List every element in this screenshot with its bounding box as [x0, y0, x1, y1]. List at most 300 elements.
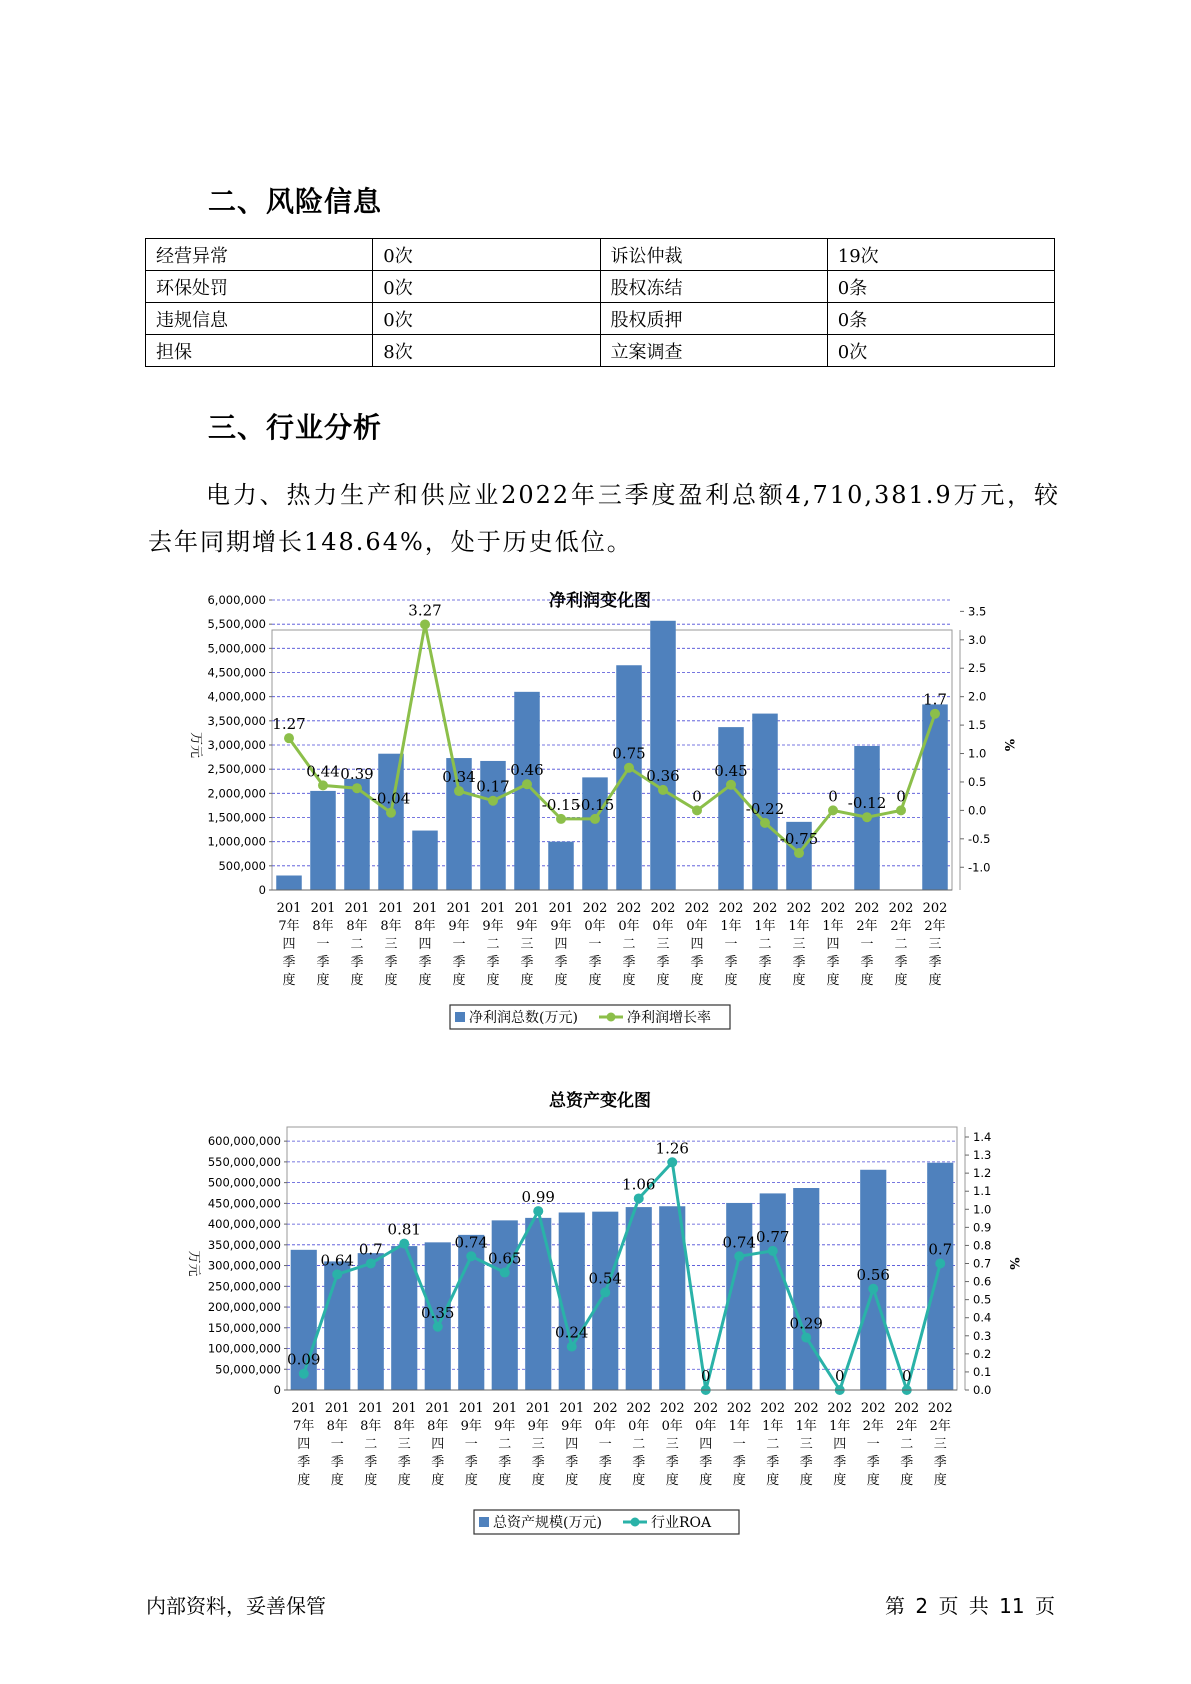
left-axis-tick-label: 500,000 — [218, 858, 266, 873]
line-point — [299, 1369, 309, 1379]
data-label: 0 — [692, 787, 702, 806]
x-tick-label: 季 — [520, 955, 534, 970]
x-tick-label: 一 — [732, 1437, 746, 1452]
bar — [276, 876, 302, 891]
data-label: 0.09 — [287, 1350, 321, 1369]
x-tick-label: 8年 — [360, 1419, 382, 1434]
data-label: 0.65 — [488, 1249, 522, 1268]
risk-item-value: 0条 — [827, 303, 1054, 335]
x-tick-label: 季 — [464, 1455, 478, 1470]
right-axis-tick-label: 0.3 — [973, 1328, 992, 1343]
x-tick-label: 度 — [520, 973, 534, 988]
x-tick-label: 度 — [452, 973, 466, 988]
x-tick-label: 三 — [656, 937, 670, 952]
x-tick-label: 9年 — [516, 919, 538, 934]
risk-item-label: 经营异常 — [146, 239, 373, 271]
risk-item-value: 0次 — [373, 239, 600, 271]
line-point — [600, 1287, 610, 1297]
bar — [324, 1261, 350, 1390]
line-point — [433, 1322, 443, 1332]
x-tick-label: 四 — [699, 1437, 713, 1452]
legend-label: 净利润增长率 — [627, 1010, 711, 1026]
legend-swatch-bar — [455, 1012, 465, 1022]
x-tick-label: 二 — [486, 937, 500, 952]
left-axis-tick-label: 3,000,000 — [207, 738, 266, 752]
x-tick-label: 202 — [684, 901, 710, 916]
x-tick-label: 0年 — [618, 919, 640, 934]
line-point — [935, 1259, 945, 1269]
x-tick-label: 季 — [531, 1455, 545, 1470]
x-tick-label: 2年 — [856, 919, 878, 934]
line-point — [692, 805, 702, 815]
x-tick-label: 度 — [665, 1473, 679, 1488]
right-axis-tick-label: 0.8 — [973, 1238, 992, 1253]
data-label: 0 — [834, 1367, 845, 1385]
x-tick-label: 8年 — [414, 919, 436, 934]
x-tick-label: 一 — [598, 1437, 612, 1452]
right-axis-tick-label: -1.0 — [968, 860, 991, 875]
x-tick-label: 1年 — [728, 1419, 750, 1434]
x-tick-label: 季 — [397, 1455, 411, 1470]
x-tick-label: 201 — [559, 1401, 585, 1416]
bar — [378, 754, 404, 890]
left-axis-tick-label: 4,000,000 — [207, 689, 266, 704]
data-label: 0.64 — [320, 1251, 354, 1270]
section-title-risk: 二、风险信息 — [208, 185, 383, 218]
x-tick-label: 季 — [699, 1455, 713, 1470]
left-axis-tick-label: 500,000,000 — [207, 1175, 281, 1190]
x-tick-label: 季 — [588, 955, 602, 970]
risk-item-value: 0次 — [373, 303, 600, 335]
x-tick-label: 度 — [690, 973, 704, 988]
x-tick-label: 度 — [900, 1473, 914, 1488]
data-label: 1.27 — [272, 715, 306, 734]
x-tick-label: 1年 — [829, 1419, 851, 1434]
right-axis-tick-label: 0.1 — [973, 1364, 992, 1379]
x-tick-label: 201 — [446, 901, 472, 916]
x-tick-label: 201 — [276, 901, 302, 916]
line-point — [794, 848, 804, 858]
x-tick-label: 201 — [525, 1401, 551, 1416]
x-tick-label: 202 — [820, 901, 846, 916]
x-tick-label: 三 — [665, 1437, 679, 1452]
data-label: 0.56 — [856, 1265, 890, 1284]
line-point — [500, 1268, 510, 1278]
x-tick-label: 8年 — [312, 919, 334, 934]
x-tick-label: 8年 — [326, 1419, 348, 1434]
line-point — [868, 1284, 878, 1294]
x-tick-label: 一 — [452, 937, 466, 952]
x-tick-label: 9年 — [448, 919, 470, 934]
left-axis-tick-label: 5,000,000 — [207, 641, 266, 656]
data-label: 0 — [828, 787, 838, 806]
x-tick-label: 二 — [632, 1437, 646, 1452]
x-tick-label: 度 — [894, 973, 908, 988]
line-point — [352, 783, 362, 793]
x-tick-label: 度 — [554, 973, 568, 988]
legend-swatch-point — [607, 1013, 616, 1022]
x-tick-label: 三 — [397, 1437, 411, 1452]
line-point — [726, 780, 736, 790]
x-tick-label: 0年 — [584, 919, 606, 934]
x-tick-label: 季 — [690, 955, 704, 970]
data-label: 0.7 — [928, 1240, 953, 1259]
x-tick-label: 季 — [732, 1455, 746, 1470]
bar — [927, 1163, 953, 1390]
line-point — [332, 1269, 342, 1279]
x-tick-label: 季 — [792, 955, 806, 970]
right-axis-tick-label: 0.9 — [973, 1220, 992, 1235]
x-tick-label: 1年 — [788, 919, 810, 934]
x-tick-label: 201 — [324, 1401, 350, 1416]
x-tick-label: 四 — [297, 1437, 311, 1452]
x-tick-label: 季 — [900, 1455, 914, 1470]
risk-item-value: 8次 — [373, 335, 600, 367]
left-axis-tick-label: 400,000,000 — [207, 1217, 281, 1232]
left-axis-tick-label: 0 — [258, 883, 266, 897]
x-tick-label: 度 — [498, 1473, 512, 1488]
x-tick-label: 季 — [282, 955, 296, 970]
x-tick-label: 四 — [431, 1437, 445, 1452]
legend-swatch-bar — [479, 1517, 489, 1527]
x-tick-label: 度 — [384, 973, 398, 988]
line-point — [768, 1246, 778, 1256]
data-label: 0.7 — [358, 1240, 383, 1259]
data-label: 0.45 — [714, 761, 748, 780]
data-label: 0.24 — [555, 1323, 589, 1342]
left-axis-tick-label: 6,000,000 — [207, 593, 266, 607]
x-tick-label: 度 — [656, 973, 670, 988]
data-label: -0.12 — [847, 794, 887, 813]
x-tick-label: 度 — [464, 1473, 478, 1488]
x-tick-label: 季 — [498, 1455, 512, 1470]
x-tick-label: 度 — [622, 973, 636, 988]
x-tick-label: 0年 — [594, 1419, 616, 1434]
x-tick-label: 一 — [330, 1437, 344, 1452]
x-tick-label: 202 — [854, 901, 880, 916]
x-tick-label: 201 — [358, 1401, 384, 1416]
x-tick-label: 1年 — [754, 919, 776, 934]
x-tick-label: 季 — [565, 1455, 579, 1470]
bar — [616, 665, 642, 890]
left-axis-tick-label: 4,500,000 — [207, 665, 266, 680]
x-tick-label: 2年 — [929, 1419, 951, 1434]
x-tick-label: 8年 — [346, 919, 368, 934]
x-tick-label: 三 — [520, 937, 534, 952]
x-tick-label: 202 — [922, 901, 948, 916]
x-tick-label: 202 — [827, 1401, 853, 1416]
x-tick-label: 8年 — [393, 1419, 415, 1434]
x-tick-label: 度 — [758, 973, 772, 988]
x-tick-label: 202 — [860, 1401, 886, 1416]
right-axis-tick-label: 0.5 — [968, 774, 987, 789]
x-tick-label: 202 — [760, 1401, 786, 1416]
line-point — [533, 1206, 543, 1216]
footer-page-number: 第 2 页 共 11 页 — [885, 1594, 1055, 1618]
x-tick-label: 202 — [659, 1401, 685, 1416]
bar — [412, 831, 438, 890]
x-tick-label: 季 — [554, 955, 568, 970]
bar — [718, 727, 744, 890]
right-axis-label: % — [1001, 738, 1016, 752]
x-tick-label: 201 — [291, 1401, 317, 1416]
x-tick-label: 度 — [588, 973, 602, 988]
data-label: 0 — [896, 787, 906, 806]
x-tick-label: 8年 — [427, 1419, 449, 1434]
line-point — [801, 1333, 811, 1343]
left-axis-tick-label: 100,000,000 — [207, 1341, 281, 1356]
x-tick-label: 度 — [724, 973, 738, 988]
x-tick-label: 202 — [752, 901, 778, 916]
x-tick-label: 9年 — [550, 919, 572, 934]
line-point — [454, 786, 464, 796]
x-tick-label: 9年 — [494, 1419, 516, 1434]
x-tick-label: 度 — [282, 973, 296, 988]
x-tick-label: 季 — [665, 1455, 679, 1470]
x-tick-label: 201 — [425, 1401, 451, 1416]
x-tick-label: 四 — [690, 937, 704, 952]
x-tick-label: 四 — [565, 1437, 579, 1452]
line-point — [658, 785, 668, 795]
x-tick-label: 一 — [724, 937, 738, 952]
x-tick-label: 一 — [464, 1437, 478, 1452]
x-tick-label: 度 — [860, 973, 874, 988]
x-tick-label: 201 — [492, 1401, 518, 1416]
x-tick-label: 三 — [531, 1437, 545, 1452]
x-tick-label: 2年 — [896, 1419, 918, 1434]
right-axis-tick-label: 2.0 — [968, 689, 987, 704]
data-label: 1.7 — [923, 690, 947, 709]
x-tick-label: 二 — [622, 937, 636, 952]
x-tick-label: 201 — [412, 901, 438, 916]
risk-item-label: 立案调查 — [600, 335, 827, 367]
right-axis-tick-label: 0.0 — [973, 1383, 992, 1397]
x-tick-label: 度 — [928, 973, 942, 988]
x-tick-label: 202 — [793, 1401, 819, 1416]
x-tick-label: 201 — [514, 901, 540, 916]
x-tick-label: 202 — [650, 901, 676, 916]
left-axis-tick-label: 350,000,000 — [207, 1237, 281, 1252]
x-tick-label: 四 — [554, 937, 568, 952]
left-axis-tick-label: 0 — [273, 1383, 281, 1397]
x-tick-label: 度 — [833, 1473, 847, 1488]
data-label: 0.99 — [521, 1188, 555, 1207]
x-tick-label: 季 — [350, 955, 364, 970]
left-axis-tick-label: 2,000,000 — [207, 786, 266, 801]
left-axis-tick-label: 3,500,000 — [207, 713, 266, 728]
data-label: 0.77 — [756, 1227, 790, 1246]
risk-item-label: 违规信息 — [146, 303, 373, 335]
x-tick-label: 202 — [888, 901, 914, 916]
x-tick-label: 季 — [330, 1455, 344, 1470]
left-axis-tick-label: 2,500,000 — [207, 762, 266, 777]
x-tick-label: 季 — [866, 1455, 880, 1470]
right-axis-tick-label: -0.5 — [968, 831, 991, 846]
x-tick-label: 四 — [833, 1437, 847, 1452]
x-tick-label: 三 — [799, 1437, 813, 1452]
risk-item-value: 0次 — [827, 335, 1054, 367]
x-tick-label: 7年 — [293, 1419, 315, 1434]
x-tick-label: 季 — [833, 1455, 847, 1470]
x-tick-label: 一 — [588, 937, 602, 952]
x-tick-label: 四 — [418, 937, 432, 952]
x-tick-label: 度 — [531, 1473, 545, 1488]
risk-table-row — [146, 271, 1055, 303]
risk-item-label: 股权质押 — [600, 303, 827, 335]
x-tick-label: 季 — [297, 1455, 311, 1470]
data-label: 0.39 — [340, 765, 374, 784]
line-point — [284, 733, 294, 743]
x-tick-label: 202 — [616, 901, 642, 916]
line-point — [466, 1251, 476, 1261]
x-tick-label: 8年 — [380, 919, 402, 934]
data-label: 0.36 — [646, 766, 680, 785]
x-tick-label: 季 — [598, 1455, 612, 1470]
x-tick-label: 二 — [766, 1437, 780, 1452]
legend-label: 总资产规模(万元) — [493, 1515, 602, 1531]
risk-table-row — [146, 239, 1055, 271]
bar — [492, 1220, 518, 1390]
bar — [310, 791, 336, 890]
x-tick-label: 9年 — [527, 1419, 549, 1434]
risk-item-label: 环保处罚 — [146, 271, 373, 303]
industry-analysis-text: 电力、热力生产和供应业2022年三季度盈利总额4,710,381.9万元，较去年同期增长148.64%，处于历史低位。 — [148, 481, 1060, 556]
left-axis-tick-label: 150,000,000 — [207, 1320, 281, 1335]
right-axis-tick-label: 1.0 — [968, 746, 987, 761]
risk-table-row — [146, 303, 1055, 335]
left-axis-tick-label: 50,000,000 — [215, 1362, 281, 1377]
x-tick-label: 202 — [894, 1401, 920, 1416]
left-axis-tick-label: 200,000,000 — [207, 1300, 281, 1315]
left-axis-tick-label: 450,000,000 — [207, 1196, 281, 1211]
x-tick-label: 一 — [860, 937, 874, 952]
bar — [626, 1207, 652, 1390]
line-point — [896, 805, 906, 815]
x-tick-label: 度 — [632, 1473, 646, 1488]
x-tick-label: 201 — [548, 901, 574, 916]
chart-title: 总资产变化图 — [549, 1091, 651, 1111]
left-axis-tick-label: 250,000,000 — [207, 1279, 281, 1294]
x-tick-label: 0年 — [695, 1419, 717, 1434]
right-axis-tick-label: 1.1 — [973, 1184, 992, 1199]
data-label: 0.35 — [421, 1303, 455, 1322]
risk-item-value: 0条 — [827, 271, 1054, 303]
bar — [358, 1253, 384, 1390]
x-tick-label: 202 — [626, 1401, 652, 1416]
right-axis-tick-label: 1.4 — [973, 1130, 992, 1144]
x-tick-label: 一 — [866, 1437, 880, 1452]
x-tick-label: 度 — [330, 1473, 344, 1488]
x-tick-label: 季 — [656, 955, 670, 970]
x-tick-label: 度 — [565, 1473, 579, 1488]
right-axis-tick-label: 3.0 — [968, 632, 987, 647]
x-tick-label: 1年 — [795, 1419, 817, 1434]
right-axis-tick-label: 0.5 — [973, 1292, 992, 1307]
line-point — [862, 812, 872, 822]
x-tick-label: 0年 — [661, 1419, 683, 1434]
data-label: 3.27 — [408, 601, 442, 620]
x-tick-label: 7年 — [278, 919, 300, 934]
x-tick-label: 度 — [866, 1473, 880, 1488]
data-label: 0.54 — [588, 1269, 622, 1288]
x-tick-label: 0年 — [628, 1419, 650, 1434]
right-axis-tick-label: 0.0 — [968, 803, 987, 818]
x-tick-label: 季 — [724, 955, 738, 970]
x-tick-label: 1年 — [762, 1419, 784, 1434]
x-tick-label: 度 — [364, 1473, 378, 1488]
data-label: 0.17 — [476, 777, 510, 796]
x-tick-label: 度 — [316, 973, 330, 988]
x-tick-label: 季 — [418, 955, 432, 970]
data-label: -0.15 — [541, 795, 581, 814]
data-label: 0.74 — [722, 1233, 756, 1252]
risk-table-row — [146, 335, 1055, 367]
x-tick-label: 201 — [458, 1401, 484, 1416]
line-point — [760, 818, 770, 828]
bar — [650, 621, 676, 890]
risk-item-label: 诉讼仲裁 — [600, 239, 827, 271]
x-tick-label: 季 — [622, 955, 636, 970]
data-label: 0.75 — [612, 744, 646, 763]
bar — [760, 1193, 786, 1390]
x-tick-label: 2年 — [862, 1419, 884, 1434]
data-label: -0.04 — [371, 789, 411, 808]
right-axis-tick-label: 0.6 — [973, 1274, 992, 1289]
right-axis-label: % — [1006, 1257, 1021, 1270]
risk-item-label: 股权冻结 — [600, 271, 827, 303]
data-label: 1.06 — [622, 1175, 656, 1194]
right-axis-tick-label: 3.5 — [968, 604, 987, 619]
line-point — [624, 763, 634, 773]
left-axis-label: 万元 — [186, 1250, 201, 1277]
bar — [559, 1212, 585, 1390]
x-tick-label: 0年 — [652, 919, 674, 934]
bar — [592, 1212, 618, 1390]
bar — [514, 692, 540, 890]
x-tick-label: 二 — [758, 937, 772, 952]
x-tick-label: 季 — [928, 955, 942, 970]
x-tick-label: 度 — [418, 973, 432, 988]
line-point — [386, 808, 396, 818]
left-axis-tick-label: 1,000,000 — [207, 834, 266, 849]
x-tick-label: 四 — [826, 937, 840, 952]
x-tick-label: 三 — [384, 937, 398, 952]
x-tick-label: 201 — [378, 901, 404, 916]
x-tick-label: 202 — [726, 1401, 752, 1416]
line-point — [734, 1251, 744, 1261]
x-tick-label: 度 — [699, 1473, 713, 1488]
x-tick-label: 三 — [792, 937, 806, 952]
x-tick-label: 0年 — [686, 919, 708, 934]
risk-item-value: 0次 — [373, 271, 600, 303]
x-tick-label: 1年 — [720, 919, 742, 934]
line-point — [567, 1342, 577, 1352]
x-tick-label: 三 — [928, 937, 942, 952]
data-label: 0.34 — [442, 768, 476, 787]
footer-confidential: 内部资料，妥善保管 — [146, 1594, 326, 1618]
x-tick-label: 202 — [693, 1401, 719, 1416]
line-point — [318, 780, 328, 790]
x-tick-label: 2年 — [924, 919, 946, 934]
x-tick-label: 季 — [894, 955, 908, 970]
line-point — [556, 814, 566, 824]
right-axis-tick-label: 1.0 — [973, 1202, 992, 1217]
x-tick-label: 度 — [431, 1473, 445, 1488]
plot-area — [287, 1127, 957, 1390]
x-tick-label: 9年 — [561, 1419, 583, 1434]
right-axis-tick-label: 1.2 — [973, 1166, 992, 1181]
x-tick-label: 202 — [582, 901, 608, 916]
